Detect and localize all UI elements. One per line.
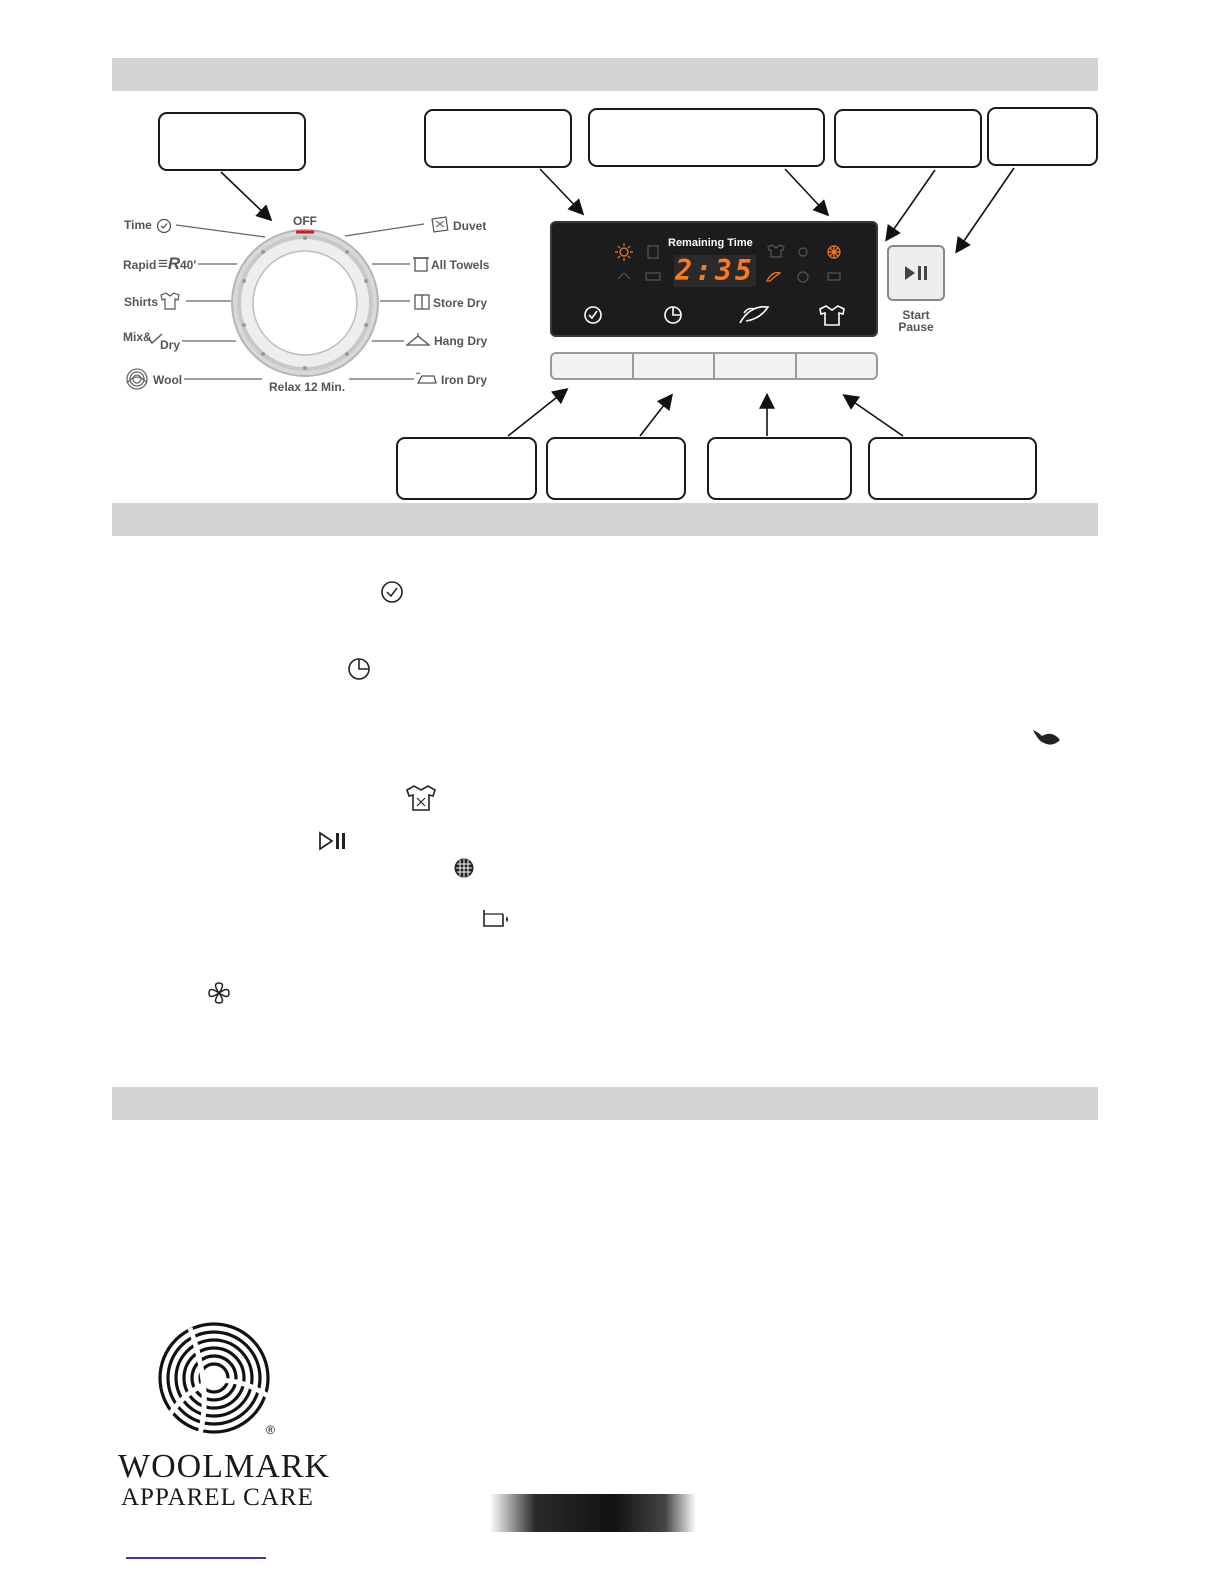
arrow-start [957,168,1014,251]
wrinkle-care-button[interactable] [797,354,877,378]
play-pause-icon [902,264,930,282]
page-footer-gradient-bar [490,1494,696,1532]
clock-icon [156,218,172,234]
program-duvet-label[interactable]: Duvet [453,219,487,233]
start-pause-label [888,309,944,333]
display-panel [550,221,878,337]
start-pause-button[interactable] [887,245,945,301]
arrow-button-2 [640,396,671,436]
woolmark-subtitle: APPAREL CARE [121,1484,314,1511]
woolmark-logo [150,1318,280,1438]
rapid-r-icon: ≡R [158,254,181,273]
timer-clock-icon [380,580,404,604]
timer-button-icon [585,307,601,323]
program-time-label[interactable]: Time [124,218,152,232]
arrow-display-right [785,169,827,214]
section-header-band-3 [112,1087,1098,1120]
program-mixdry-label[interactable]: Mix& [123,330,152,344]
arrow-indicator [887,170,935,239]
registered-mark: ® [266,1423,275,1437]
remaining-time-label: Remaining Time [668,237,753,249]
remaining-time-digits: 2:35 [675,254,755,287]
dial-off-label: OFF [293,214,317,228]
timer-button[interactable] [552,354,634,378]
hanger-icon [405,332,431,348]
display-indicator-icons [550,221,878,337]
dial-relax-label: Relax 12 Min. [269,380,346,394]
program-hang-dry-label[interactable]: Hang Dry [434,334,488,348]
eco-leaf-icon [1030,726,1062,752]
towel-icon [412,255,430,273]
program-rapid-suffix: 40' [180,258,197,272]
program-shirts-label[interactable]: Shirts [124,295,159,309]
shirt-icon [158,292,182,310]
duvet-icon [430,215,450,233]
wrinkle-care-shirt-icon [405,784,437,812]
iron-icon [414,371,438,387]
delay-end-icon [346,656,372,682]
eco-button-icon [740,307,768,323]
arrow-button-4 [845,396,903,436]
program-iron-dry-label[interactable]: Iron Dry [441,373,488,387]
woolmark-wordmark: WOOLMARK [118,1448,330,1485]
program-store-dry-label[interactable]: Store Dry [433,296,488,310]
delay-end-button[interactable] [634,354,716,378]
start-pause-list-icon [317,830,349,852]
arrow-display-left [540,169,582,213]
program-rapid-label[interactable]: Rapid [123,258,157,272]
wool-icon [123,367,151,391]
water-tank-icon [481,906,511,930]
filter-icon [453,857,475,879]
program-wool-label[interactable]: Wool [153,373,183,387]
footer-link-underline [126,1557,266,1559]
program-all-towels-label[interactable]: All Towels [431,258,490,272]
pause-label: Pause [898,320,934,334]
dial-knob[interactable] [0,0,520,420]
start-label: Start [902,308,930,322]
program-mixdry-label-2: Dry [160,338,181,352]
store-dry-icon [413,293,431,311]
fan-icon [206,980,232,1006]
wrinkle-care-button-icon [820,306,844,325]
eco-button[interactable] [715,354,797,378]
option-button-strip [550,352,878,380]
